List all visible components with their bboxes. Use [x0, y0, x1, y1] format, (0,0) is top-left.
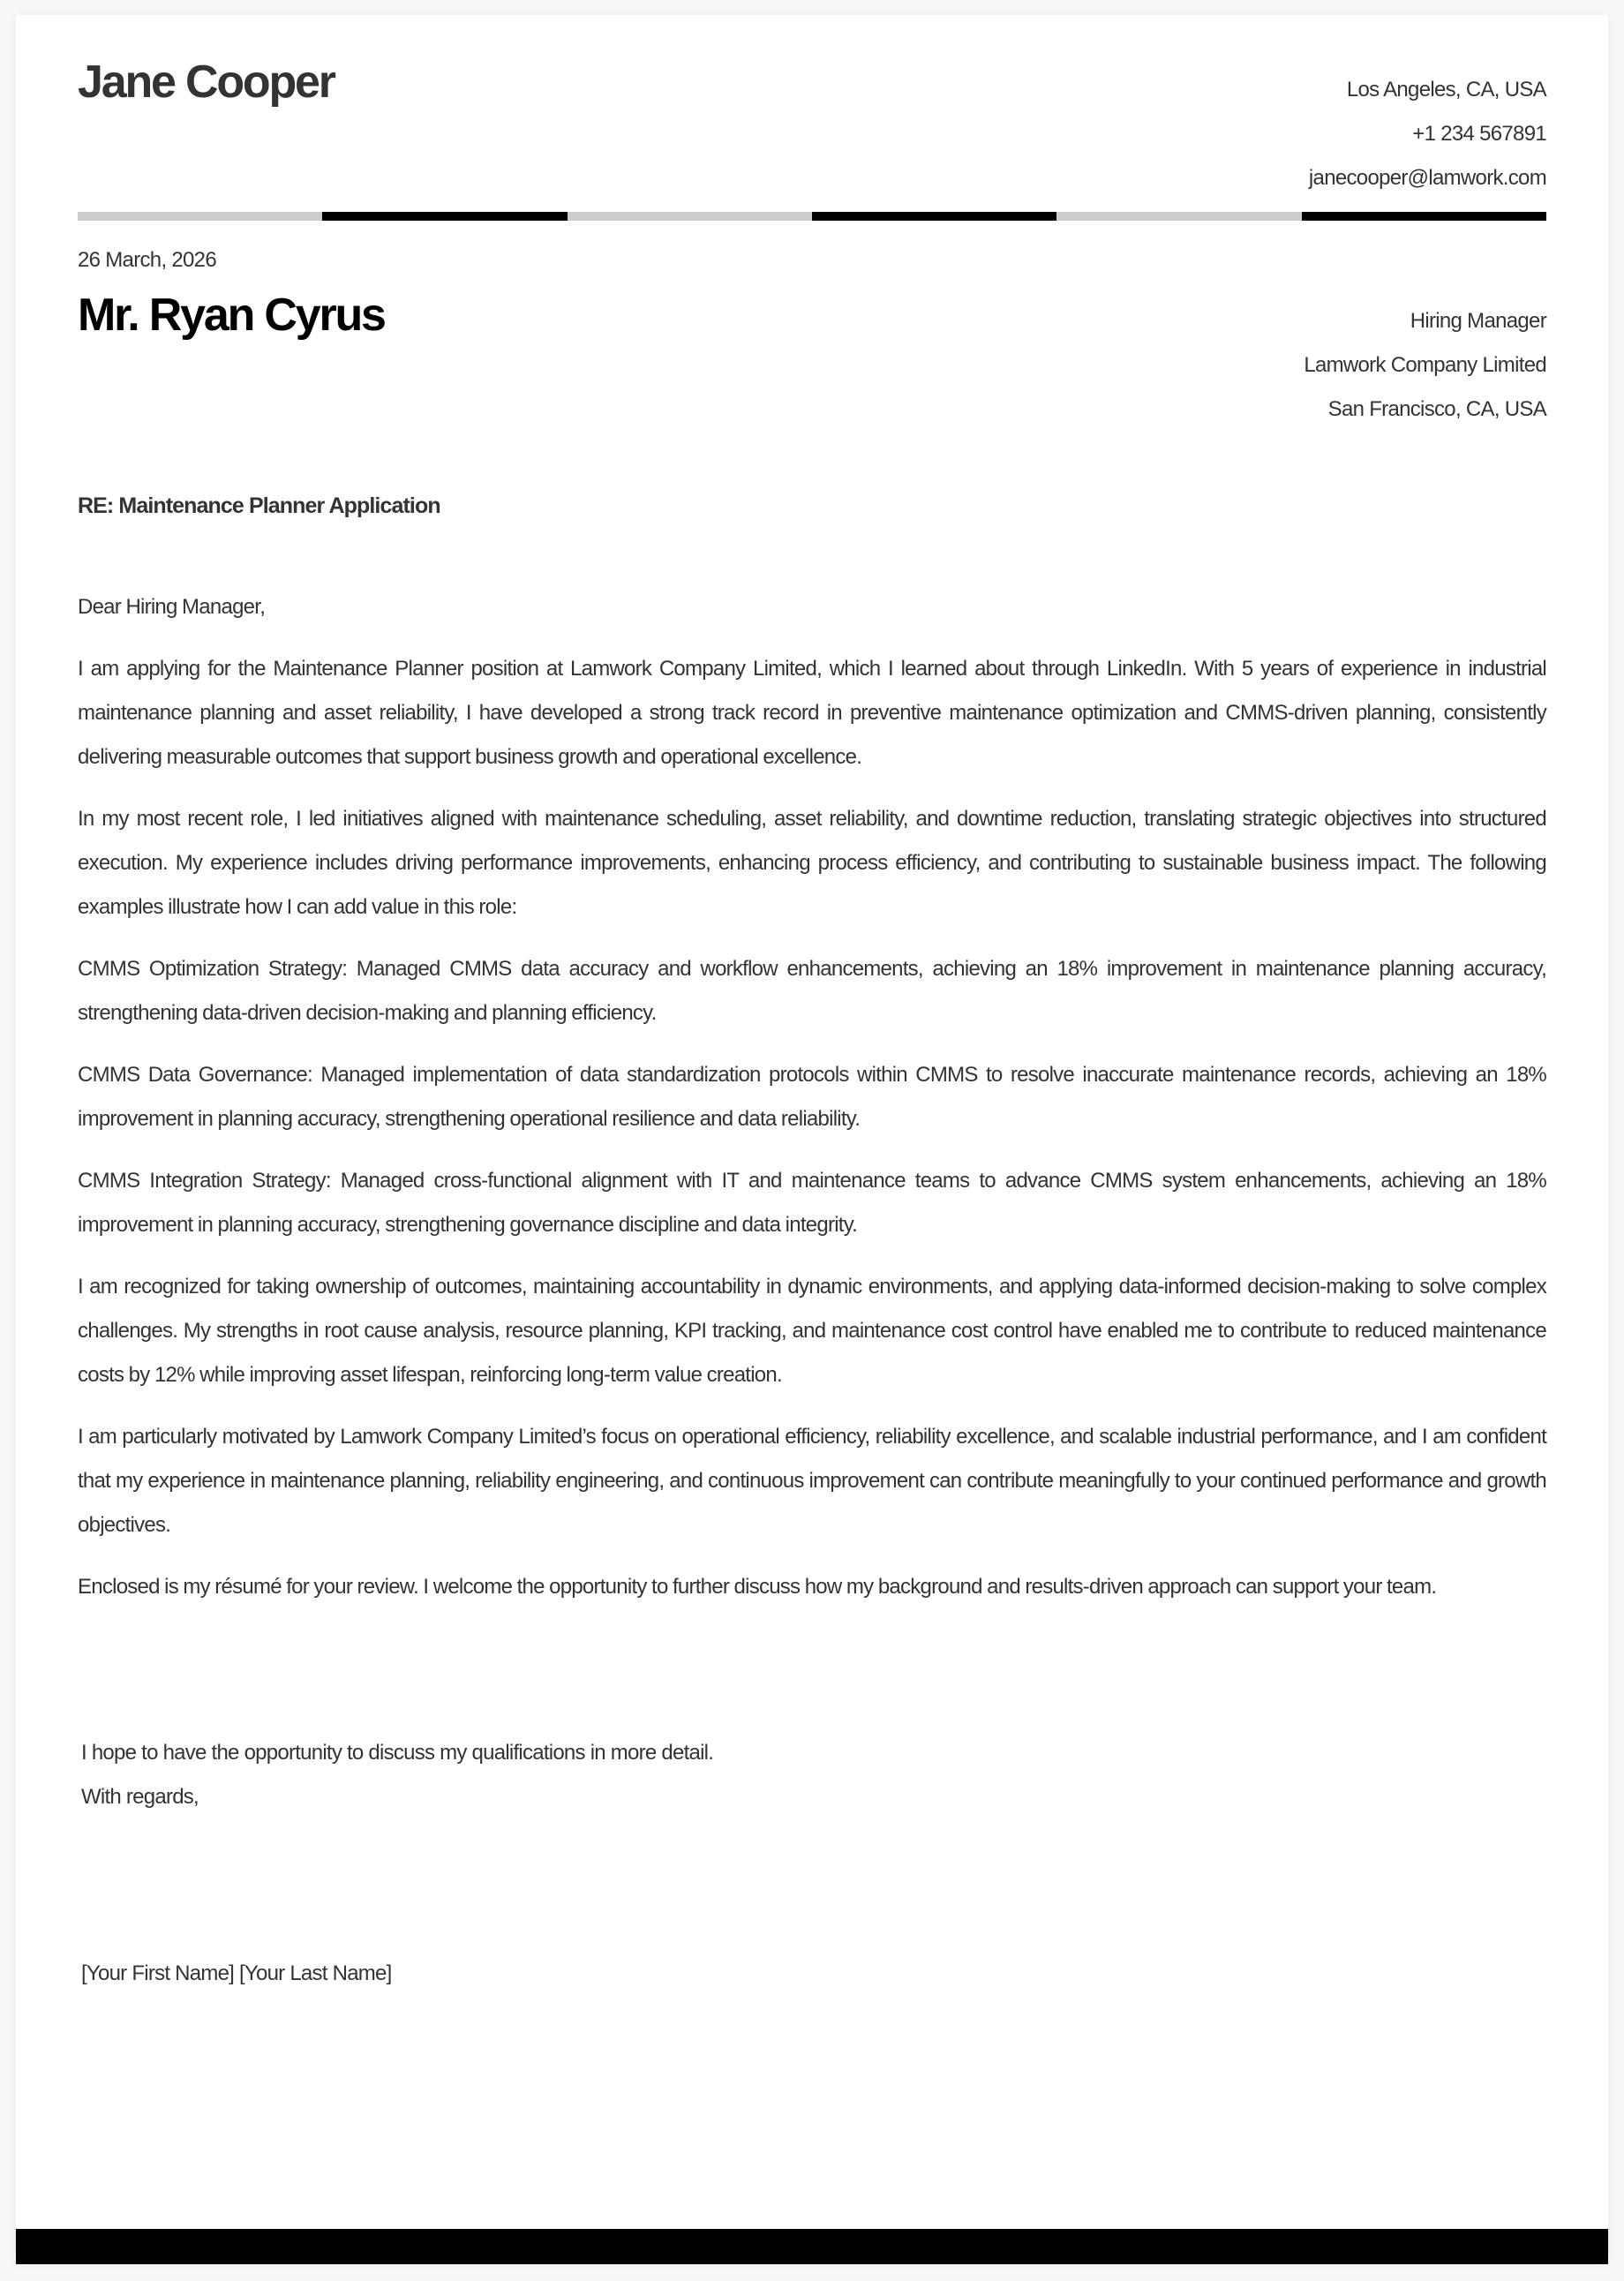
sender-phone: +1 234 567891 [1412, 122, 1546, 146]
letter-date: 26 March, 2026 [78, 248, 216, 272]
recipient-title: Hiring Manager [1410, 309, 1546, 333]
body-paragraph: Enclosed is my résumé for your review. I welcome the opportunity to further discuss how my background and results-driven approach can support your team. [78, 1575, 1437, 1599]
footer-bar [16, 2229, 1608, 2264]
sign-off: With regards, [81, 1785, 199, 1809]
header-divider [78, 212, 1546, 221]
recipient-info [1304, 299, 1546, 432]
body-paragraph: CMMS Integration Strategy: Managed cross-functional alignment with IT and maintenance teams to advance CMMS system enhancements, achieving an 18% improvement in planning accuracy, strengthening governance discipline and data integrity. [78, 1169, 1546, 1237]
recipient-company: Lamwork Company Limited [1304, 353, 1546, 377]
sender-name: Jane Cooper [78, 56, 335, 108]
body-paragraph: I am particularly motivated by Lamwork Company Limited’s focus on operational efficiency, reliability excellence, and scalable industrial performance, and I am confident that my experience in maintenance planning, reliability engineering, and continuous improvement can contribute meaningfully to your continued performance and growth objectives. [78, 1425, 1546, 1537]
body-paragraph: I am applying for the Maintenance Planner position at Lamwork Company Limited, which I learned about through LinkedIn. With 5 years of experience in industrial maintenance planning and asset reliability, I have developed a strong track record in preventive maintenance optimization and CMMS-driven planning, consistently delivering measurable outcomes that support business growth and operational excellence. [78, 657, 1546, 769]
recipient-name: Mr. Ryan Cyrus [78, 290, 385, 341]
sender-email: janecooper@lamwork.com [1308, 166, 1546, 190]
letter-body [78, 585, 1546, 1627]
body-paragraph: CMMS Optimization Strategy: Managed CMMS data accuracy and workflow enhancements, achieving an 18% improvement in maintenance planning accuracy, strengthening data-driven decision-making and planning efficiency. [78, 957, 1546, 1025]
body-paragraph: In my most recent role, I led initiatives aligned with maintenance scheduling, asset reliability, and downtime reduction, translating strategic objectives into structured execution. My experience includes driving performance improvements, enhancing process efficiency, and contributing to sustainable business impact. The following examples illustrate how I can add value in this role: [78, 807, 1546, 919]
divider-segment [322, 212, 567, 221]
salutation: Dear Hiring Manager, [78, 595, 266, 619]
recipient-location: San Francisco, CA, USA [1327, 397, 1546, 421]
divider-segment [1056, 212, 1301, 221]
divider-segment [1302, 212, 1546, 221]
sender-location: Los Angeles, CA, USA [1346, 78, 1546, 102]
divider-segment [812, 212, 1056, 221]
sender-contact [1309, 68, 1546, 200]
signature-name: [Your First Name] [Your Last Name] [81, 1961, 392, 1985]
body-paragraph: I am recognized for taking ownership of outcomes, maintaining accountability in dynamic environments, and applying data-informed decision-making to solve complex challenges. My strengths in root cause analysis, resource planning, KPI tracking, and maintenance cost control have enabled me to contribute to reduced maintenance costs by 12% while improving asset lifespan, reinforcing long-term value creation. [78, 1275, 1546, 1387]
body-paragraph: CMMS Data Governance: Managed implementation of data standardization protocols within CMMS to resolve inaccurate maintenance records, achieving an 18% improvement in planning accuracy, strengthening operational resilience and data reliability. [78, 1063, 1546, 1131]
subject-line: RE: Maintenance Planner Application [78, 493, 440, 518]
divider-segment [568, 212, 812, 221]
closing-line: I hope to have the opportunity to discuss my qualifications in more detail. [81, 1741, 714, 1765]
divider-segment [78, 212, 322, 221]
letter-page [16, 15, 1608, 2264]
closing-block [81, 1731, 713, 1819]
